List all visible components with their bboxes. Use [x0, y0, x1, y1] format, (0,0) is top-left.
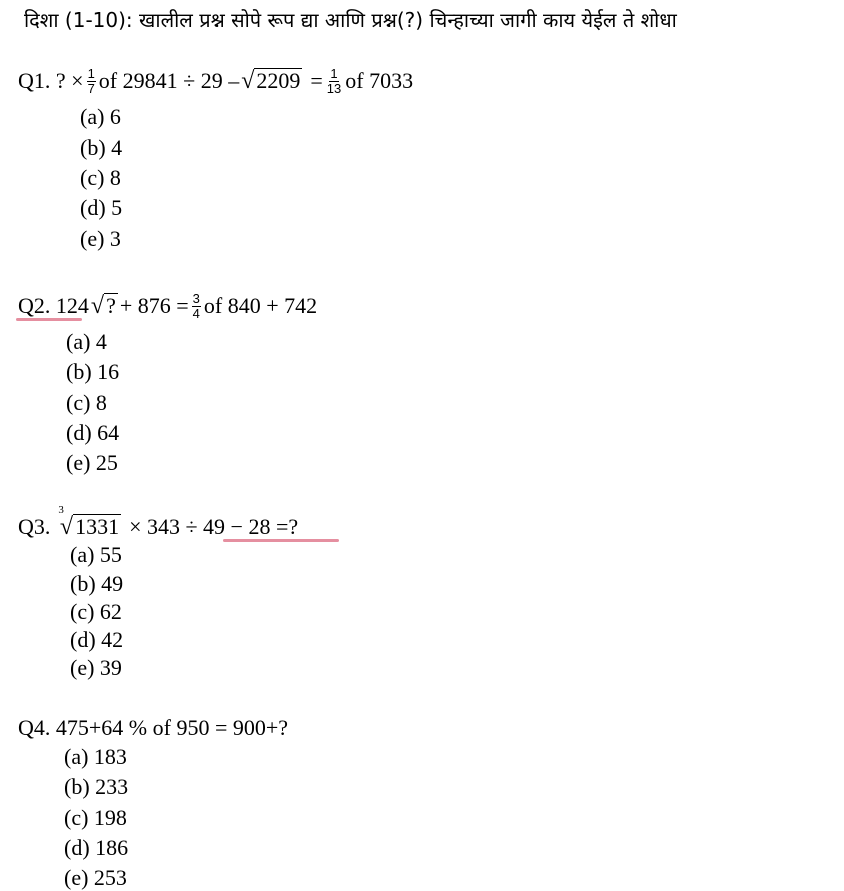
q2-label: Q2. 124 [18, 293, 89, 318]
radical-sign-icon: √ [59, 514, 74, 540]
q1-part-2: of 29841 ÷ 29 – [98, 68, 240, 93]
q3-cube-root [58, 504, 121, 540]
q2-option-c: (c) 8 [66, 390, 107, 415]
q1-option-e: (e) 3 [80, 226, 121, 251]
q3-option-a: (a) 55 [70, 542, 122, 567]
q1-sqrt-radicand: 2209 [256, 68, 301, 93]
q1-frac1-denominator: 7 [87, 80, 95, 96]
spellcheck-underline-q2 [16, 318, 82, 321]
q3-option-d: (d) 42 [70, 627, 124, 652]
question-4 [18, 713, 288, 743]
q1-fraction-1 [87, 67, 96, 96]
q2-frac-denominator: 4 [192, 305, 200, 321]
q2-option-a: (a) 4 [66, 329, 107, 354]
q3-part-2: × 343 ÷ 49 − 28 =? [129, 514, 299, 539]
question-3 [18, 504, 299, 542]
q1-option-b: (b) 4 [80, 135, 123, 160]
q3-option-b: (b) 49 [70, 571, 124, 596]
q3-option-e: (e) 39 [70, 655, 122, 680]
q1-frac2-denominator: 13 [326, 80, 342, 96]
spellcheck-underline-q3 [223, 539, 339, 542]
q1-label: Q1. ? × [18, 68, 84, 93]
q4-option-b: (b) 233 [64, 774, 129, 799]
question-1 [18, 65, 413, 97]
q2-fraction [192, 292, 201, 321]
q3-cbrt-index: 3 [58, 504, 64, 516]
q2-option-e: (e) 25 [66, 450, 118, 475]
q3-label: Q3. [18, 514, 51, 539]
q1-option-d: (d) 5 [80, 195, 123, 220]
q3-option-c: (c) 62 [70, 599, 122, 624]
q2-square-root [91, 293, 118, 319]
q1-option-a: (a) 6 [80, 104, 121, 129]
q4-option-e: (e) 253 [64, 865, 127, 890]
q3-cbrt-radicand: 1331 [75, 514, 120, 539]
q1-part-3: = [310, 68, 323, 93]
q2-option-d: (d) 64 [66, 420, 120, 445]
radical-sign-icon: √ [241, 68, 255, 94]
q1-frac2-numerator: 1 [330, 65, 338, 81]
radical-sign-icon: √ [90, 293, 105, 319]
q2-option-b: (b) 16 [66, 359, 120, 384]
q4-text: Q4. 475+64 % of 950 = 900+? [18, 715, 289, 740]
q2-sqrt-radicand: ? [106, 293, 116, 318]
q1-square-root [241, 68, 302, 94]
q4-option-c: (c) 198 [64, 805, 127, 830]
directions-heading: दिशा (1-10): खालील प्रश्न सोपे रूप द्या आणि प्रश्न(?) चिन्हाच्या जागी काय येईल ते शोधा [24, 8, 677, 32]
q1-fraction-2 [326, 67, 342, 96]
q1-frac1-numerator: 1 [87, 65, 95, 81]
q4-option-a: (a) 183 [64, 744, 127, 769]
q1-option-c: (c) 8 [80, 165, 121, 190]
q4-option-d: (d) 186 [64, 835, 129, 860]
q2-part-2: + 876 = [119, 293, 189, 318]
q1-part-4: of 7033 [345, 68, 414, 93]
q2-part-3: of 840 + 742 [203, 293, 318, 318]
q2-frac-numerator: 3 [192, 290, 200, 306]
